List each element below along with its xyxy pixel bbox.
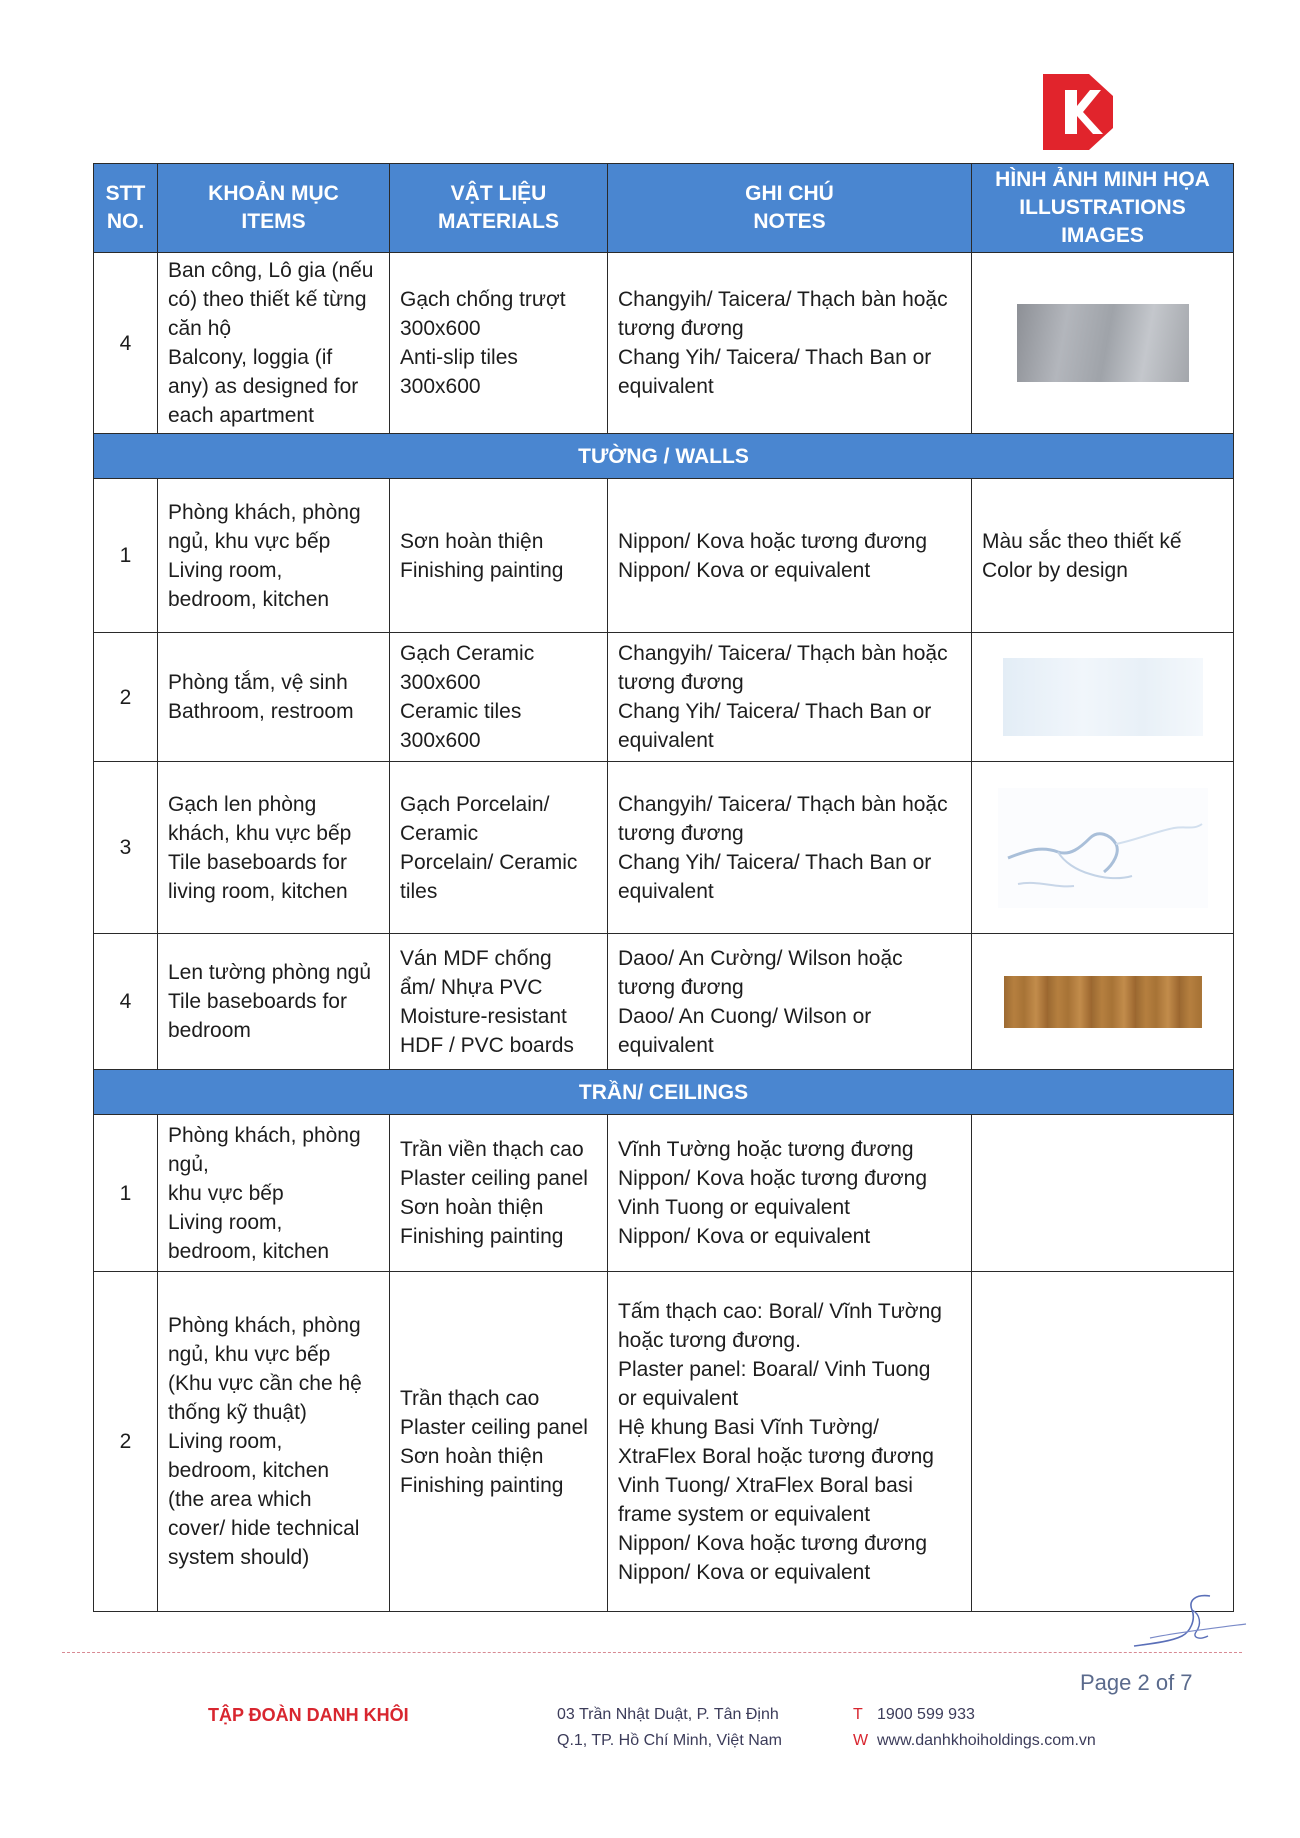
row-materials: Gạch chống trượt 300x600 Anti-slip tiles 300x600 (390, 253, 608, 434)
row-number: 4 (94, 934, 158, 1070)
danh-khoi-logo-icon (1043, 74, 1113, 150)
row-notes: Changyih/ Taicera/ Thạch bàn hoặc tương đương Chang Yih/ Taicera/ Thach Ban or equivalent (608, 253, 972, 434)
wood-baseboard-image (1004, 976, 1202, 1028)
footer-divider (62, 1652, 1242, 1653)
table-row (94, 1115, 1234, 1272)
phone-number: 1900 599 933 (877, 1706, 975, 1723)
row-items: Gạch len phòng khách, khu vực bếp Tile baseboards for living room, kitchen (158, 762, 390, 934)
table-row (94, 253, 1234, 434)
web-label: W (853, 1732, 869, 1749)
row-number: 3 (94, 762, 158, 934)
row-image (972, 253, 1234, 434)
specification-table (93, 163, 1234, 1612)
row-items: Phòng khách, phòng ngủ, khu vực bếp Living room, bedroom, kitchen (158, 479, 390, 633)
row-number: 1 (94, 479, 158, 633)
row-number: 2 (94, 1272, 158, 1612)
table-row (94, 934, 1234, 1070)
row-image-empty (972, 1115, 1234, 1272)
company-name: TẬP ĐOÀN DANH KHÔI (208, 1705, 409, 1725)
signature-mark (1130, 1588, 1250, 1658)
row-notes: Nippon/ Kova hoặc tương đương Nippon/ Kova or equivalent (608, 479, 972, 633)
row-materials: Trần viền thạch cao Plaster ceiling panel Sơn hoàn thiện Finishing painting (390, 1115, 608, 1272)
row-image (972, 934, 1234, 1070)
row-notes: Changyih/ Taicera/ Thạch bàn hoặc tương đương Chang Yih/ Taicera/ Thach Ban or equivalent (608, 633, 972, 762)
company-contact (853, 1702, 1096, 1754)
row-image-empty (972, 1272, 1234, 1612)
header-materials: VẬT LIỆU MATERIALS (390, 164, 608, 253)
anti-slip-tile-image (1017, 304, 1189, 382)
table-row (94, 633, 1234, 762)
website-link[interactable]: www.danhkhoiholdings.com.vn (877, 1732, 1096, 1749)
table-row (94, 1272, 1234, 1612)
phone-label: T (853, 1706, 863, 1723)
row-materials: Gạch Ceramic 300x600 Ceramic tiles 300x600 (390, 633, 608, 762)
address-line: 03 Trần Nhật Duật, P. Tân Định (557, 1706, 779, 1723)
contact-web (853, 1728, 1096, 1754)
header-no: STT NO. (94, 164, 158, 253)
page-number: Page 2 of 7 (1080, 1670, 1193, 1695)
section-walls (94, 434, 1234, 479)
row-items: Phòng khách, phòng ngủ, khu vực bếp (Khu vực cần che hệ thống kỹ thuật) Living room, bedroom, kitchen (the area which cover/ hide technical system should) (158, 1272, 390, 1612)
marble-tile-image (998, 788, 1208, 908)
row-materials: Sơn hoàn thiện Finishing painting (390, 479, 608, 633)
section-title: TƯỜNG / WALLS (94, 434, 1234, 479)
row-items: Phòng khách, phòng ngủ, khu vực bếp Living room, bedroom, kitchen (158, 1115, 390, 1272)
section-title: TRẦN/ CEILINGS (94, 1070, 1234, 1115)
header-images: HÌNH ẢNH MINH HỌA ILLUSTRATIONS IMAGES (972, 164, 1234, 253)
contact-phone (853, 1702, 1096, 1728)
row-materials: Gạch Porcelain/ Ceramic Porcelain/ Ceramic tiles (390, 762, 608, 934)
ceramic-tile-image (1003, 658, 1203, 736)
table-row (94, 762, 1234, 934)
address-line: Q.1, TP. Hồ Chí Minh, Việt Nam (557, 1732, 782, 1749)
row-number: 4 (94, 253, 158, 434)
row-image (972, 762, 1234, 934)
company-address (557, 1702, 782, 1754)
row-items: Phòng tắm, vệ sinh Bathroom, restroom (158, 633, 390, 762)
row-number: 1 (94, 1115, 158, 1272)
row-materials: Ván MDF chống ẩm/ Nhựa PVC Moisture-resistant HDF / PVC boards (390, 934, 608, 1070)
section-ceilings (94, 1070, 1234, 1115)
table-row (94, 479, 1234, 633)
row-notes: Daoo/ An Cường/ Wilson hoặc tương đương Daoo/ An Cuong/ Wilson or equivalent (608, 934, 972, 1070)
table-header-row (94, 164, 1234, 253)
row-number: 2 (94, 633, 158, 762)
row-image (972, 633, 1234, 762)
row-items: Len tường phòng ngủ Tile baseboards for bedroom (158, 934, 390, 1070)
row-notes: Tấm thạch cao: Boral/ Vĩnh Tường hoặc tương đương. Plaster panel: Boaral/ Vinh Tuong or equivalent Hệ khung Basi Vĩnh Tường/ XtraFlex Boral hoặc tương đương Vinh Tuong/ XtraFlex Boral basi frame system or equivalent Nippon/ Kova hoặc tương đương Nippon/ Kova or equivalent (608, 1272, 972, 1612)
header-notes: GHI CHÚ NOTES (608, 164, 972, 253)
row-image-text: Màu sắc theo thiết kế Color by design (972, 479, 1234, 633)
row-materials: Trần thạch cao Plaster ceiling panel Sơn hoàn thiện Finishing painting (390, 1272, 608, 1612)
header-items: KHOẢN MỤC ITEMS (158, 164, 390, 253)
row-notes: Changyih/ Taicera/ Thạch bàn hoặc tương đương Chang Yih/ Taicera/ Thach Ban or equivalent (608, 762, 972, 934)
row-notes: Vĩnh Tường hoặc tương đương Nippon/ Kova hoặc tương đương Vinh Tuong or equivalent Nippon/ Kova or equivalent (608, 1115, 972, 1272)
row-items: Ban công, Lô gia (nếu có) theo thiết kế từng căn hộ Balcony, loggia (if any) as designed for each apartment (158, 253, 390, 434)
